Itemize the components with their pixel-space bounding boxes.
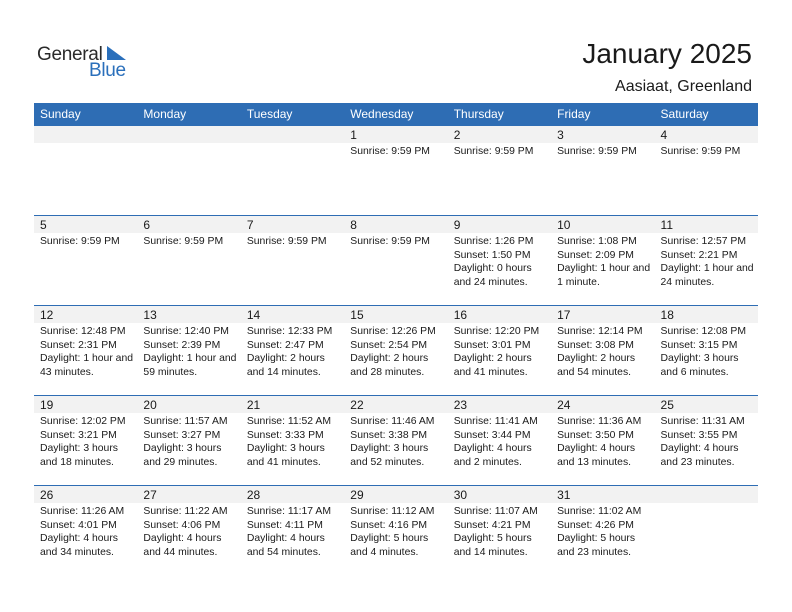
sun-info-line: Sunrise: 12:20 PM [453,326,540,337]
sun-info-line: Sunrise: 12:26 PM [350,326,436,337]
sun-info-line: Sunrise: 11:57 AM [143,416,228,427]
sun-info-line: Sunset: 2:21 PM [660,249,738,261]
day-cell-info [448,323,551,379]
location-subtitle: Aasiaat, Greenland [615,78,752,95]
sun-info-line: Sunset: 3:38 PM [350,429,428,441]
sun-info-line: and 41 minutes. [453,366,528,378]
day-number-row [34,396,758,413]
day-cell-info [34,143,137,159]
day-number: 15 [350,308,364,322]
sun-info-line: Sunrise: 11:41 AM [453,416,538,427]
sun-info-line: Daylight: 3 hours [660,353,739,364]
sun-info-line: and 24 minutes. [453,276,528,288]
day-number: 14 [246,308,261,322]
sun-info-line: Daylight: 4 hours [40,533,118,544]
sun-info-line: and 54 minutes. [246,546,321,558]
sun-info-line: Sunset: 3:01 PM [453,339,531,351]
day-number [241,126,344,143]
day-cell-info [344,233,447,289]
sun-info-line: Daylight: 4 hours [246,533,325,544]
sun-info-line: Sunrise: 12:40 PM [143,326,229,337]
sun-info-line: Daylight: 5 hours [557,533,636,544]
day-cell-info [137,143,240,159]
sun-info-line: Sunset: 4:26 PM [557,519,634,531]
day-cell-info [344,323,447,379]
day-number: 4 [660,128,668,142]
sun-info-line: Daylight: 1 hour and [40,353,133,364]
day-cell-info [34,323,137,379]
weekday-header-sunday: Sunday [40,107,81,121]
sun-info-line: Sunset: 3:50 PM [557,429,634,441]
sun-info-line: Sunset: 3:21 PM [40,429,117,441]
sun-info-line: and 52 minutes. [350,456,425,468]
day-number: 16 [453,308,468,322]
day-cell-info [344,413,447,469]
day-number: 17 [557,308,571,322]
sun-info-line: and 2 minutes. [453,456,522,468]
sun-info-line: Sunrise: 11:52 AM [246,416,331,427]
sun-info-line: and 14 minutes. [246,366,321,378]
sun-info-line: Sunrise: 12:14 PM [557,326,643,337]
day-cell-info [551,233,654,289]
sun-info-line: Sunrise: 11:26 AM [40,506,125,517]
day-number [34,126,137,143]
day-number: 28 [246,488,261,502]
day-number: 27 [143,488,157,502]
sun-info-line: Sunrise: 11:12 AM [350,506,435,517]
day-cell-info [34,233,137,289]
weekday-header-monday: Monday [143,107,187,121]
page-title: January 2025 [582,38,752,69]
sun-info-line: Sunrise: 12:33 PM [246,326,333,337]
sun-info-line: Daylight: 2 hours [350,353,429,364]
sun-info-line: Daylight: 4 hours [143,533,222,544]
day-cell-info [448,503,551,559]
sun-info-line: Sunset: 3:15 PM [660,339,738,351]
day-number: 11 [660,218,673,232]
day-number: 5 [40,218,47,232]
sun-info-line: 1 minute. [557,276,600,288]
day-number [137,126,240,143]
sun-info-line: Sunset: 3:44 PM [453,429,531,441]
day-number: 31 [557,488,571,502]
sun-info-line: Sunrise: 11:02 AM [557,506,642,517]
day-cell-info [551,413,654,469]
brand-logo [37,44,137,80]
sun-info-line: Daylight: 3 hours [246,443,325,454]
sun-info-line: and 54 minutes. [557,366,632,378]
sun-info-line: Daylight: 5 hours [350,533,429,544]
day-number: 6 [143,218,151,232]
day-number: 2 [453,128,461,142]
day-number: 1 [350,128,357,142]
sun-info-line: Sunrise: 9:59 PM [143,236,224,247]
sun-info-line: Sunset: 2:47 PM [246,339,324,351]
sun-info-line: Sunrise: 11:17 AM [246,506,331,517]
sun-info-line: Daylight: 4 hours [557,443,636,454]
day-number: 13 [143,308,157,322]
day-number: 29 [350,488,364,502]
day-number-row [34,306,758,323]
sun-info-line: Sunrise: 11:22 AM [143,506,228,517]
day-number: 30 [453,488,468,502]
sun-info-line: Sunrise: 12:57 PM [660,236,747,247]
sun-info-line: 24 minutes. [660,276,715,288]
sun-info-line: Daylight: 1 hour and [143,353,237,364]
day-cell-info [448,143,551,159]
sun-info-line: and 13 minutes. [557,456,632,468]
sun-info-line: Sunrise: 9:59 PM [557,146,637,157]
month-calendar [34,103,758,575]
sun-info-line: and 4 minutes. [350,546,419,558]
sun-info-line: and 18 minutes. [40,456,114,468]
sun-info-line: and 34 minutes. [40,546,114,558]
sun-info-line: Sunset: 3:33 PM [246,429,324,441]
day-number: 7 [246,218,254,232]
day-number: 20 [143,398,157,412]
day-cell-info [137,233,240,289]
sun-info-line: Daylight: 1 hour and [557,263,651,274]
sun-info-line: Sunrise: 9:59 PM [453,146,534,157]
sun-info-line: Daylight: 3 hours [143,443,222,454]
sun-info-line: Sunrise: 9:59 PM [40,236,120,247]
day-cell-info [655,143,758,159]
day-cell-info [448,413,551,469]
day-cell-info [655,323,758,379]
sun-info-line: Sunrise: 12:48 PM [40,326,126,337]
sun-info-line: Sunrise: 9:59 PM [350,146,430,157]
sun-info-line: Daylight: 2 hours [557,353,636,364]
calendar-week-row [34,215,758,305]
sun-info-line: Sunset: 3:55 PM [660,429,738,441]
day-cell-info [137,323,240,379]
day-number: 22 [350,398,364,412]
day-number [655,486,758,503]
day-cell-info [241,323,344,379]
sun-info-line: Sunrise: 12:02 PM [40,416,126,427]
day-number: 24 [557,398,571,412]
sun-info-line: Sunset: 4:06 PM [143,519,221,531]
day-info-row [34,143,758,159]
day-cell-info [241,413,344,469]
day-info-row [34,503,758,559]
day-number: 21 [246,398,261,412]
sun-info-line: Sunset: 2:39 PM [143,339,221,351]
sun-info-line: and 29 minutes. [143,456,218,468]
sun-info-line: Sunrise: 9:59 PM [246,236,327,247]
sun-info-line: Sunset: 2:31 PM [40,339,117,351]
day-info-row [34,413,758,469]
day-cell-info [34,503,137,559]
sun-info-line: and 41 minutes. [246,456,321,468]
weekday-header-wednesday: Wednesday [350,107,414,121]
weekday-header-saturday: Saturday [660,107,709,121]
day-cell-info [448,233,551,289]
weekday-header-tuesday: Tuesday [246,107,293,121]
day-cell-info [241,503,344,559]
sun-info-line: Sunset: 4:01 PM [40,519,117,531]
day-number: 18 [660,308,674,322]
logo-word-general: General [37,44,103,65]
sun-info-line: Sunset: 3:27 PM [143,429,221,441]
day-number: 9 [453,218,461,232]
day-cell-info [344,503,447,559]
calendar-week-row [34,485,758,575]
day-cell-info [551,323,654,379]
day-number: 26 [40,488,54,502]
day-cell-info [655,413,758,469]
calendar-week-row [34,305,758,395]
sun-info-line: Daylight: 3 hours [40,443,118,454]
calendar-week-row [34,126,758,215]
sun-info-line: Sunrise: 11:36 AM [557,416,642,427]
sun-info-line: 59 minutes. [143,366,198,378]
day-cell-info [655,233,758,289]
sun-info-line: and 23 minutes. [557,546,632,558]
sun-info-line: Daylight: 5 hours [453,533,532,544]
day-number: 23 [453,398,468,412]
calendar-week-row [34,395,758,485]
sun-info-line: Sunset: 4:16 PM [350,519,428,531]
sun-info-line: Sunrise: 11:07 AM [453,506,538,517]
sun-info-line: Sunset: 3:08 PM [557,339,634,351]
day-cell-info [137,413,240,469]
day-number-row [34,216,758,233]
sun-info-line: Daylight: 1 hour and [660,263,754,274]
day-number: 3 [557,128,564,142]
day-number-row [34,486,758,503]
sun-info-line: Daylight: 2 hours [246,353,325,364]
day-cell-info [34,413,137,469]
sun-info-line: and 6 minutes. [660,366,729,378]
sun-info-line: Sunrise: 1:08 PM [557,236,637,247]
sun-info-line: Sunset: 1:50 PM [453,249,531,261]
day-cell-info [241,233,344,289]
sun-info-line: Daylight: 4 hours [453,443,532,454]
day-number: 10 [557,218,571,232]
sun-info-line: Sunset: 2:09 PM [557,249,634,261]
sun-info-line: Sunrise: 11:46 AM [350,416,435,427]
day-cell-info [655,503,758,559]
logo-word-blue: Blue [89,60,126,81]
weekday-header-thursday: Thursday [453,107,504,121]
sun-info-line: Sunrise: 11:31 AM [660,416,745,427]
day-info-row [34,323,758,379]
sun-info-line: Daylight: 0 hours [453,263,532,274]
sun-info-line: Sunset: 4:11 PM [246,519,323,531]
calendar-weeks [34,126,758,575]
day-number: 25 [660,398,674,412]
day-cell-info [344,143,447,159]
sun-info-line: Sunset: 4:21 PM [453,519,531,531]
day-cell-info [137,503,240,559]
sun-info-line: Sunrise: 9:59 PM [660,146,741,157]
sun-info-line: and 44 minutes. [143,546,218,558]
sun-info-line: 43 minutes. [40,366,94,378]
day-number-row [34,126,758,143]
sun-info-line: Sunset: 2:54 PM [350,339,428,351]
day-number: 8 [350,218,357,232]
sun-info-line: Daylight: 4 hours [660,443,739,454]
sun-info-line: and 14 minutes. [453,546,528,558]
day-cell-info [551,143,654,159]
day-number: 12 [40,308,54,322]
weekday-header-friday: Friday [557,107,591,121]
weekday-header-row [34,103,758,126]
sun-info-line: Sunrise: 12:08 PM [660,326,747,337]
sun-info-line: Daylight: 2 hours [453,353,532,364]
sun-info-line: Sunrise: 1:26 PM [453,236,534,247]
day-info-row [34,233,758,289]
day-number: 19 [40,398,54,412]
sun-info-line: and 23 minutes. [660,456,735,468]
day-cell-info [241,143,344,159]
day-cell-info [551,503,654,559]
sun-info-line: Daylight: 3 hours [350,443,429,454]
sun-info-line: Sunrise: 9:59 PM [350,236,430,247]
sun-info-line: and 28 minutes. [350,366,425,378]
